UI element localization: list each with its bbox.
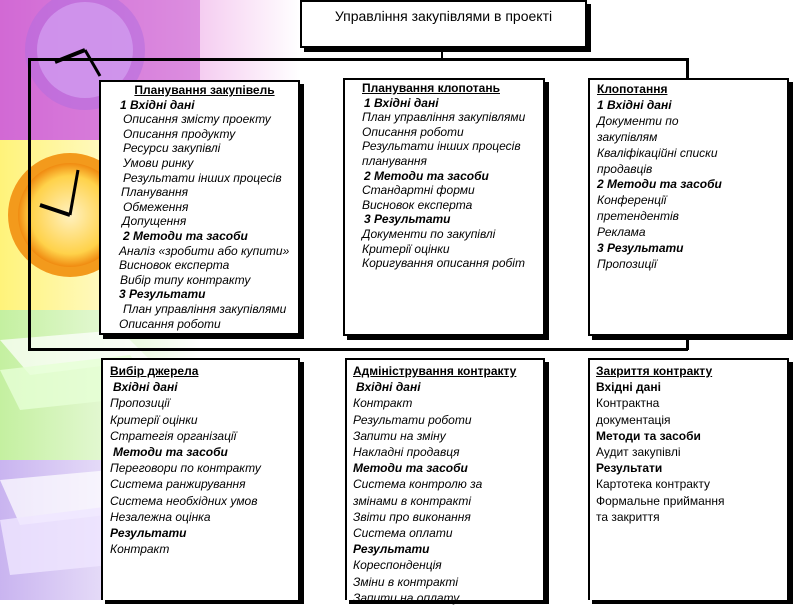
section-label: Методи та засоби <box>113 445 228 460</box>
list-item: Система оплати <box>353 526 453 541</box>
box-contract-admin <box>345 358 545 605</box>
section-label: 1 Вхідні дані <box>120 97 195 112</box>
list-item: змінами в контракті <box>353 493 472 508</box>
list-item: Стандартні форми <box>362 183 475 198</box>
list-item: Результати роботи <box>353 412 472 427</box>
section-label: 1 Вхідні дані <box>597 97 672 112</box>
section-label: Методи та засоби <box>596 428 701 443</box>
list-item: Висновок експерта <box>119 258 230 273</box>
list-item: Формальне приймання <box>596 493 725 508</box>
list-item: Планування <box>121 185 189 200</box>
page-title-text: Управління закупівлями в проекті <box>334 8 553 24</box>
list-item: Кореспонденція <box>353 558 442 573</box>
list-item: Звіти про виконання <box>353 509 471 524</box>
list-item: претендентів <box>597 209 679 224</box>
list-item: Аналіз «зробити або купити» <box>119 243 290 258</box>
box-heading: Клопотання <box>597 82 668 96</box>
list-item: Пропозиції <box>110 396 170 411</box>
section-label: 3 Результати <box>597 241 684 256</box>
list-item: Система необхідних умов <box>110 493 258 508</box>
box-heading: Адміністрування контракту <box>353 364 517 378</box>
section-label: Результати <box>353 542 430 557</box>
connector-line <box>28 348 688 351</box>
section-label: 3 Результати <box>119 287 206 302</box>
list-item: Допущення <box>122 214 187 229</box>
list-item: Результати інших процесів <box>123 170 282 185</box>
list-item: планування <box>362 153 427 168</box>
section-label: 3 Результати <box>364 212 451 227</box>
list-item: Аудит закупівлі <box>596 445 681 460</box>
list-item: Контракт <box>353 396 413 411</box>
list-item: Зміни в контракті <box>353 574 459 589</box>
section-label: Вхідні дані <box>596 380 661 395</box>
section-label: Результати <box>110 526 187 541</box>
box-heading: Вибір джерела <box>110 364 199 378</box>
list-item: Документи по закупівлі <box>362 226 496 241</box>
list-item: Описання продукту <box>123 126 236 141</box>
list-item: Незалежна оцінка <box>110 509 211 524</box>
list-item: Конференції <box>597 193 667 208</box>
box-source-select <box>101 358 300 600</box>
list-item: Документи по <box>597 113 679 128</box>
list-item: Реклама <box>597 225 646 240</box>
section-label: Вхідні дані <box>113 380 178 395</box>
connector-line <box>28 58 688 61</box>
list-item: Критерії оцінки <box>362 241 450 256</box>
list-item: Ресурси закупівлі <box>123 141 221 156</box>
box-plan-requests <box>343 78 545 336</box>
list-item: Пропозиції <box>597 256 657 271</box>
list-item: Критерії оцінки <box>110 412 198 427</box>
connector-line <box>686 58 689 80</box>
list-item: План управління закупівлями <box>362 110 526 125</box>
list-item: продавців <box>597 161 653 176</box>
list-item: Вибір типу контракту <box>120 272 251 287</box>
box-request <box>588 78 789 336</box>
list-item: Накладні продавця <box>353 445 460 460</box>
list-item: Картотека контракту <box>596 477 710 492</box>
list-item: Запити на оплату <box>353 590 460 605</box>
list-item: Запити на зміну <box>353 428 446 443</box>
list-item: Система ранжирування <box>110 477 246 492</box>
list-item: Кваліфікаційні списки <box>597 145 718 160</box>
section-label: 2 Методи та засоби <box>123 228 248 243</box>
section-label: 1 Вхідні дані <box>364 95 439 110</box>
section-label: Вхідні дані <box>356 380 421 395</box>
list-item: Коригування описання робіт <box>362 256 525 271</box>
section-label: Результати <box>596 461 663 476</box>
list-item: Описання роботи <box>362 124 464 139</box>
connector-line <box>686 336 689 350</box>
list-item: Стратегія організації <box>110 428 237 443</box>
list-item: План управління закупівлями <box>123 301 287 316</box>
list-item: документація <box>596 412 671 427</box>
section-label: Методи та засоби <box>353 461 468 476</box>
list-item: Умови ринку <box>123 155 194 170</box>
list-item: Описання роботи <box>119 316 221 331</box>
list-item: Система контролю за <box>353 477 483 492</box>
section-label: 2 Методи та засоби <box>597 177 722 192</box>
list-item: Переговори по контракту <box>110 461 261 476</box>
list-item: Контракт <box>110 542 170 557</box>
list-item: та закриття <box>596 509 660 524</box>
page-title <box>300 0 587 48</box>
list-item: Описання змісту проекту <box>123 112 271 127</box>
list-item: закупівлям <box>597 129 658 144</box>
box-heading: Планування закупівель <box>134 83 275 97</box>
box-heading: Закриття контракту <box>596 364 713 378</box>
box-plan-purchase <box>99 80 300 335</box>
connector-line <box>28 58 31 350</box>
list-item: Результати інших процесів <box>362 139 521 154</box>
list-item: Обмеження <box>123 199 189 214</box>
box-contract-close <box>588 358 789 600</box>
list-item: Висновок експерта <box>362 197 473 212</box>
list-item: Контрактна <box>596 396 660 411</box>
box-heading: Планування клопотань <box>362 81 500 95</box>
section-label: 2 Методи та засоби <box>364 168 489 183</box>
